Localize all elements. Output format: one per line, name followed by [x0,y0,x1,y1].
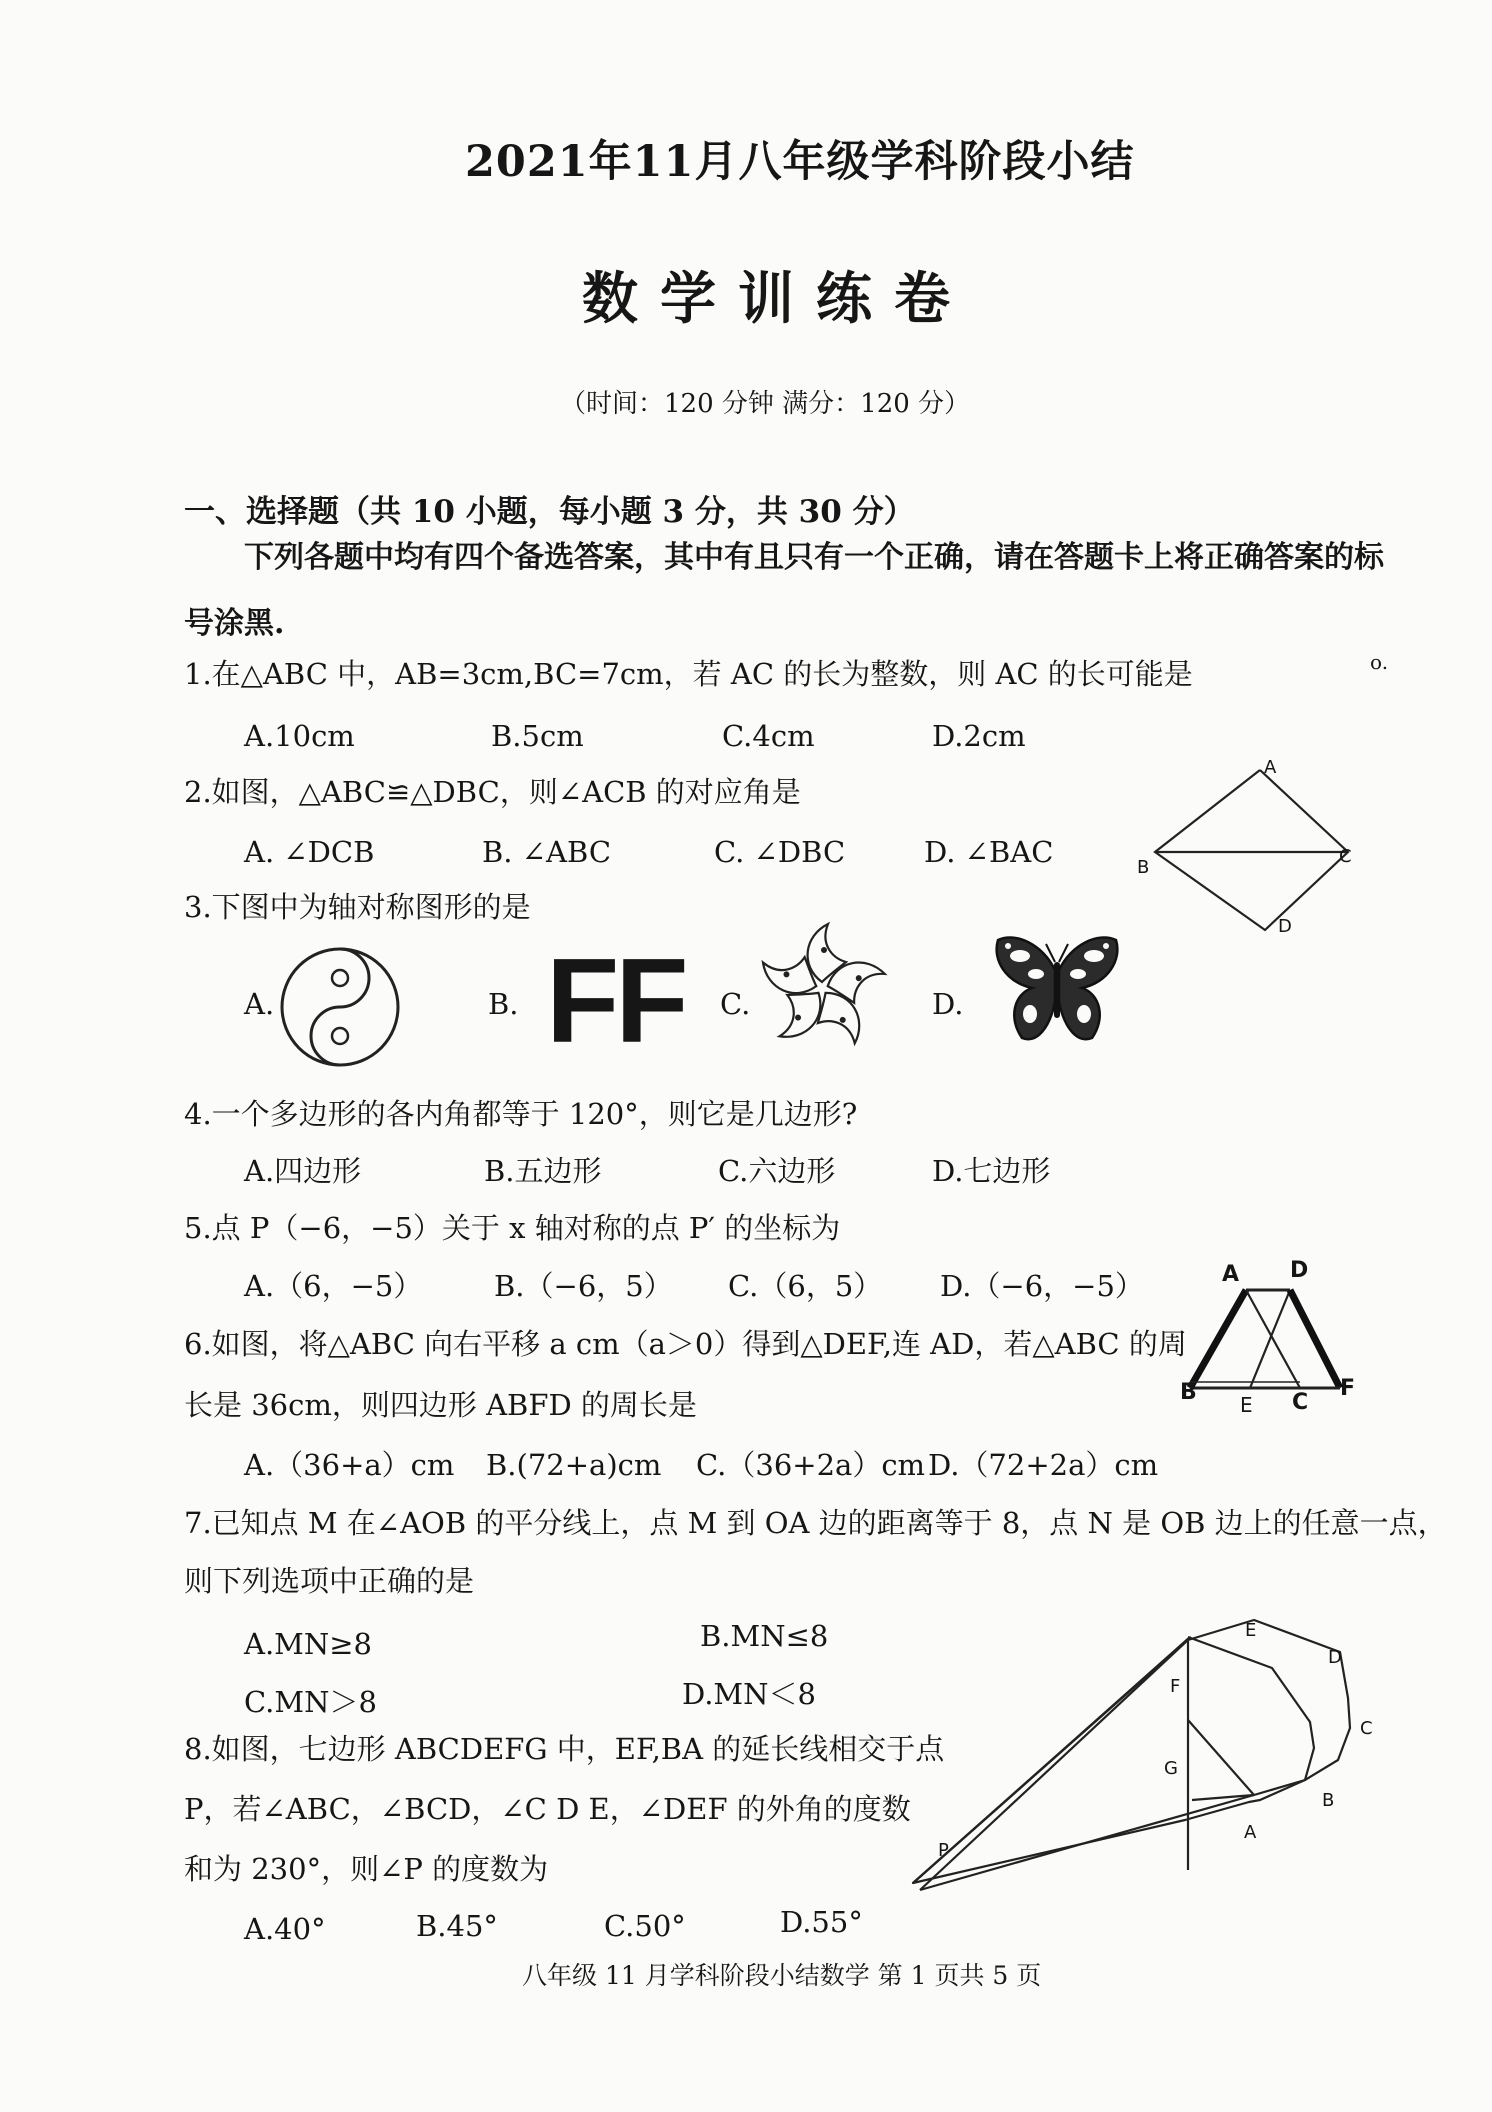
q4-option-a: A.四边形 [244,1154,362,1188]
q3-option-d: D. [932,987,964,1021]
exam-meta: （时间：120 分钟 满分：120 分） [560,389,971,419]
q8-option-d: D.55° [780,1905,863,1939]
q7-option-b: B.MN≤8 [700,1619,829,1653]
q1-option-c: C.4cm [722,719,815,753]
q8-label-p: P [938,1840,949,1861]
q5-option-a: A.（6，−5） [244,1269,423,1303]
q8-label-c: C [1360,1718,1373,1739]
q8-label-g: G [1164,1758,1178,1779]
q5-option-b: B.（−6，5） [494,1269,673,1303]
q2-label-d: D [1278,916,1292,937]
q6-option-b: B.(72+a)cm [486,1448,662,1482]
q6-label-c: C [1292,1390,1309,1415]
q6-stem-line-1: 6.如图，将△ABC 向右平移 a cm（a＞0）得到△DEF,连 AD，若△ABC 的周 [184,1327,1187,1361]
bauhinia-flower-icon [752,918,892,1058]
q6-translation-figure [1180,1270,1360,1410]
q8-option-b: B.45° [416,1909,498,1943]
q3-option-a: A. [244,987,275,1021]
q8-stem-line-2: P，若∠ABC，∠BCD，∠C D E，∠DEF 的外角的度数 [184,1792,911,1826]
q5-option-c: C.（6，5） [728,1269,883,1303]
q2-label-b: B [1137,857,1150,878]
q6-option-a: A.（36+a）cm [244,1448,455,1482]
q4-option-d: D.七边形 [932,1154,1051,1188]
q2-stem: 2.如图，△ABC≌△DBC，则∠ACB 的对应角是 [184,775,801,809]
q8-stem-line-1: 8.如图，七边形 ABCDEFG 中，EF,BA 的延长线相交于点 [184,1732,945,1766]
q8-label-b: B [1322,1790,1335,1811]
q8-option-a: A.40° [244,1912,326,1946]
q2-label-c: C [1339,846,1352,867]
q6-label-e: E [1240,1393,1253,1417]
instruction-line-2: 号涂黑. [184,606,285,641]
q7-option-d: D.MN＜8 [682,1677,816,1711]
instruction-line-1: 下列各题中均有四个备选答案，其中有且只有一个正确，请在答题卡上将正确答案的标 [244,540,1384,575]
q2-option-b: B. ∠ABC [482,835,612,869]
q3-option-c: C. [720,987,751,1021]
section-heading: 一、选择题（共 10 小题，每小题 3 分，共 30 分） [184,494,915,530]
q2-option-c: C. ∠DBC [714,835,846,869]
stray-mark: o. [1370,650,1389,674]
q6-label-f: F [1340,1376,1356,1401]
q2-option-a: A. ∠DCB [244,835,375,869]
q8-label-e: E [1245,1620,1257,1641]
q7-stem-line-2: 则下列选项中正确的是 [184,1564,475,1598]
q1-option-a: A.10cm [244,719,355,753]
q7-stem-line-1: 7.已知点 M 在∠AOB 的平分线上，点 M 到 OA 边的距离等于 8，点 N 是 OB 边上的任意一点， [184,1506,1447,1540]
exam-title: 2021年11月八年级学科阶段小结 [465,137,1135,187]
q4-stem: 4.一个多边形的各内角都等于 120°，则它是几边形? [184,1097,858,1131]
q6-option-d: D.（72+2a）cm [928,1448,1159,1482]
q5-option-d: D.（−6，−5） [940,1269,1144,1303]
q8-stem-line-3: 和为 230°，则∠P 的度数为 [184,1852,549,1886]
q8-label-a: A [1244,1822,1257,1843]
ff-letters-figure: FF [546,934,685,1068]
q5-stem: 5.点 P（−6，−5）关于 x 轴对称的点 P′ 的坐标为 [184,1211,841,1245]
q4-option-b: B.五边形 [484,1154,602,1188]
q7-option-c: C.MN＞8 [244,1685,377,1719]
q8-option-c: C.50° [604,1909,686,1943]
q2-kite-figure [1130,760,1370,940]
q6-label-a: A [1222,1262,1240,1287]
exam-subtitle: 数学训练卷 [582,266,972,332]
q6-label-d: D [1290,1258,1309,1283]
q1-stem: 1.在△ABC 中，AB=3cm,BC=7cm，若 AC 的长为整数，则 AC 的长可能是 [184,657,1193,691]
q7-option-a: A.MN≥8 [244,1627,372,1661]
q6-stem-line-2: 长是 36cm，则四边形 ABFD 的周长是 [184,1388,697,1422]
q2-label-a: A [1264,757,1277,778]
yin-yang-icon [278,945,402,1069]
q3-stem: 3.下图中为轴对称图形的是 [184,890,531,924]
q3-option-b: B. [488,987,519,1021]
page-footer: 八年级 11 月学科阶段小结数学 第 1 页共 5 页 [522,1961,1042,1990]
butterfly-icon [992,930,1122,1050]
q8-label-d: D [1328,1647,1342,1668]
q6-option-c: C.（36+2a）cm [696,1448,926,1482]
q8-heptagon-lines [930,1620,1370,1890]
q1-option-d: D.2cm [932,719,1026,753]
q1-option-b: B.5cm [491,719,584,753]
q2-option-d: D. ∠BAC [924,835,1054,869]
q4-option-c: C.六边形 [718,1154,836,1188]
q8-label-f: F [1170,1676,1181,1697]
q6-label-b: B [1180,1380,1197,1405]
